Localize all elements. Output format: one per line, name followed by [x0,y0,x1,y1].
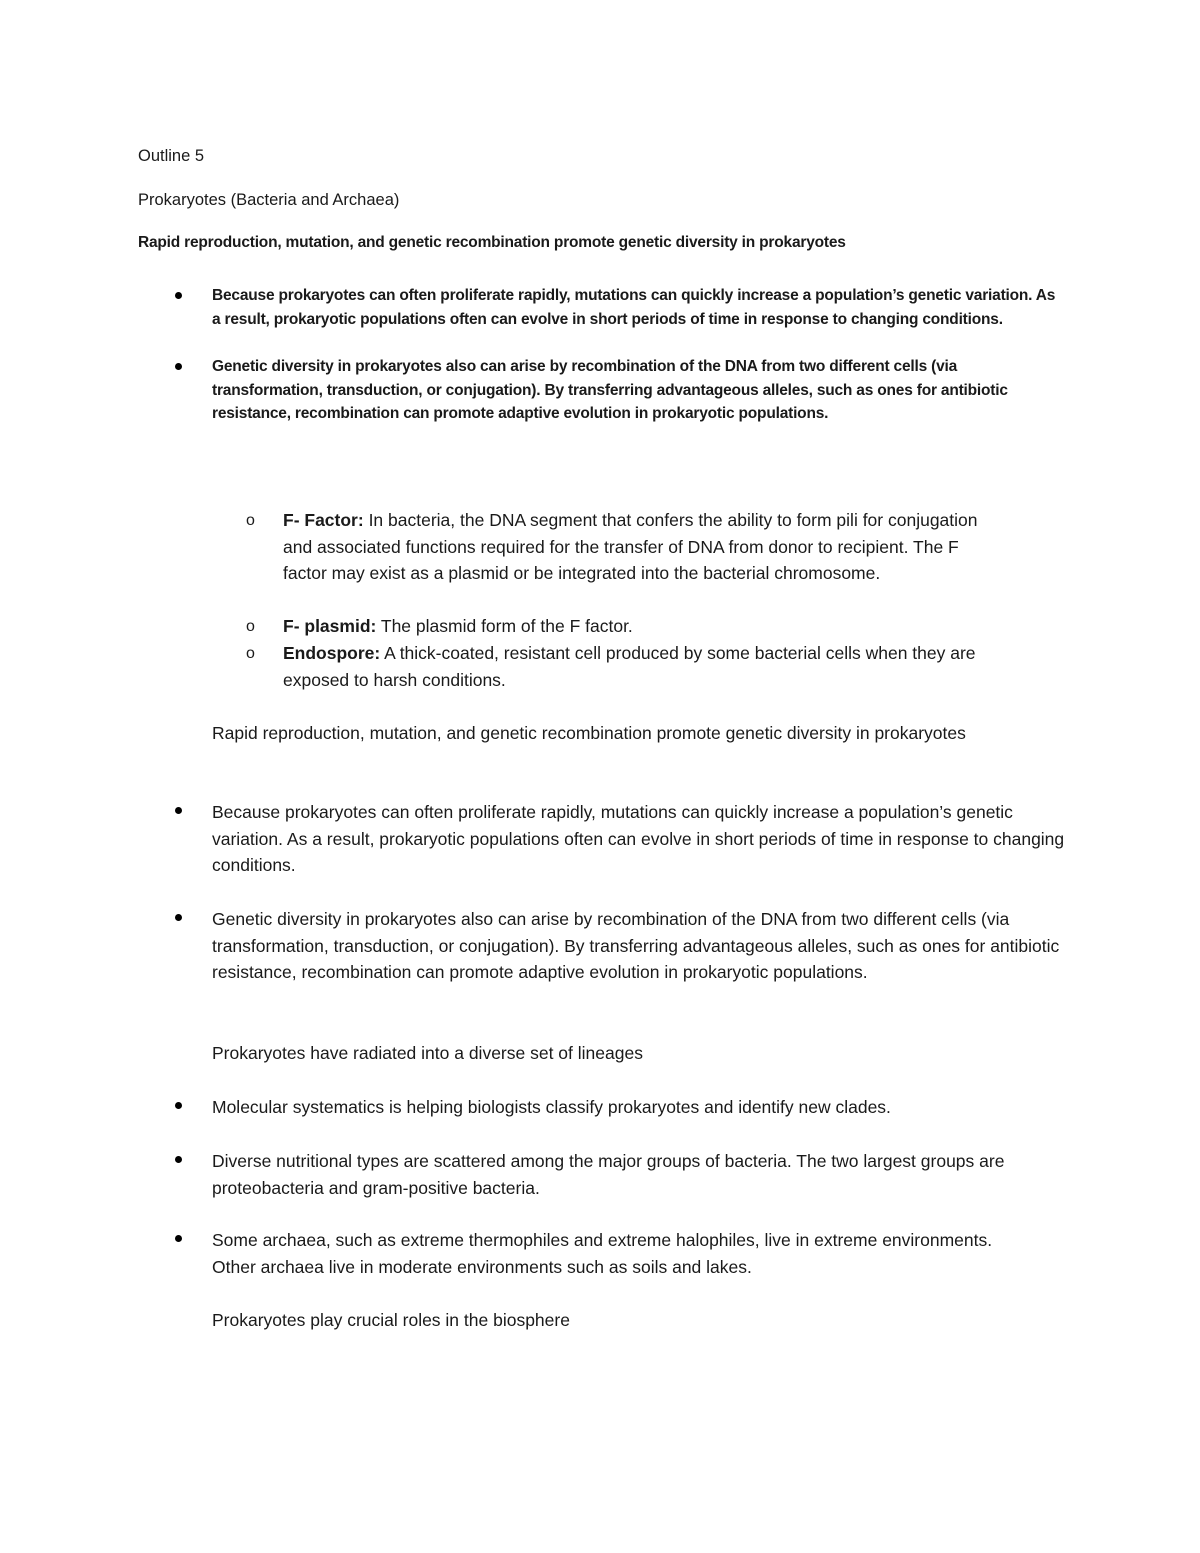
bullet-marker [175,914,182,921]
definition-text: The plasmid form of the F factor. [376,616,633,636]
bullet-text: Molecular systematics is helping biologists classify prokaryotes and identify new clades. [212,1097,891,1117]
bullet-marker [175,1156,182,1163]
bullet-text: Some archaea, such as extreme thermophiles and extreme halophiles, live in extreme environments. Other archaea live in moderate environments such as soils and lakes. [212,1230,993,1277]
sub-bullet-marker: o [246,645,255,662]
document-title: Outline 5 [138,147,205,165]
section-heading: Prokaryotes play crucial roles in the biosphere [212,1310,570,1330]
definition-item [283,613,1003,640]
bullet-text: Genetic diversity in prokaryotes also can arise by recombination of the DNA from two different cells (via transformation, transduction, or conjugation). By transferring advantageous alleles, such as ones for antibiotic resistance, recombination can promote adaptive evolution in prokaryotic populations. [212,909,1060,982]
definition-item [283,640,1003,693]
bullet-marker [175,363,182,370]
bullet-text: Because prokaryotes can often proliferate rapidly, mutations can quickly increase a population’s genetic variation. As a result, prokaryotic populations often can evolve in short periods of time in response to changing conditions. [212,287,1056,328]
bullet-text: Genetic diversity in prokaryotes also can arise by recombination of the DNA from two different cells (via transformation, transduction, or conjugation). By transferring advantageous alleles, such as ones for antibiotic resistance, recombination can promote adaptive evolution in prokaryotic populations. [212,358,1008,422]
bullet-marker [175,292,182,299]
section-heading: Rapid reproduction, mutation, and genetic recombination promote genetic diversity in prokaryotes [138,234,846,251]
definition-text: A thick-coated, resistant cell produced by some bacterial cells when they are exposed to harsh conditions. [283,643,976,690]
section-heading: Prokaryotes have radiated into a diverse set of lineages [212,1043,643,1063]
definition-text: In bacteria, the DNA segment that confers the ability to form pili for conjugation and associated functions required for the transfer of DNA from donor to recipient. The F factor may exist as a plasmid or be integrated into the bacterial chromosome. [283,510,978,583]
document-subtitle: Prokaryotes (Bacteria and Archaea) [138,191,400,209]
sub-bullet-marker: o [246,618,255,635]
definition-item [283,507,1003,587]
bullet-marker [175,807,182,814]
definition-term: F- plasmid: [283,616,377,636]
bullet-marker [175,1235,182,1242]
definition-term: F- Factor: [283,510,364,530]
section-heading: Rapid reproduction, mutation, and genetic recombination promote genetic diversity in prokaryotes [212,723,966,743]
bullet-text: Because prokaryotes can often proliferate rapidly, mutations can quickly increase a population’s genetic variation. As a result, prokaryotic populations often can evolve in short periods of time in response to changing conditions. [212,802,1065,875]
bullet-marker [175,1102,182,1109]
bullet-text: Diverse nutritional types are scattered among the major groups of bacteria. The two largest groups are proteobacteria and gram-positive bacteria. [212,1151,1005,1198]
definition-term: Endospore: [283,643,381,663]
sub-bullet-marker: o [246,512,255,529]
